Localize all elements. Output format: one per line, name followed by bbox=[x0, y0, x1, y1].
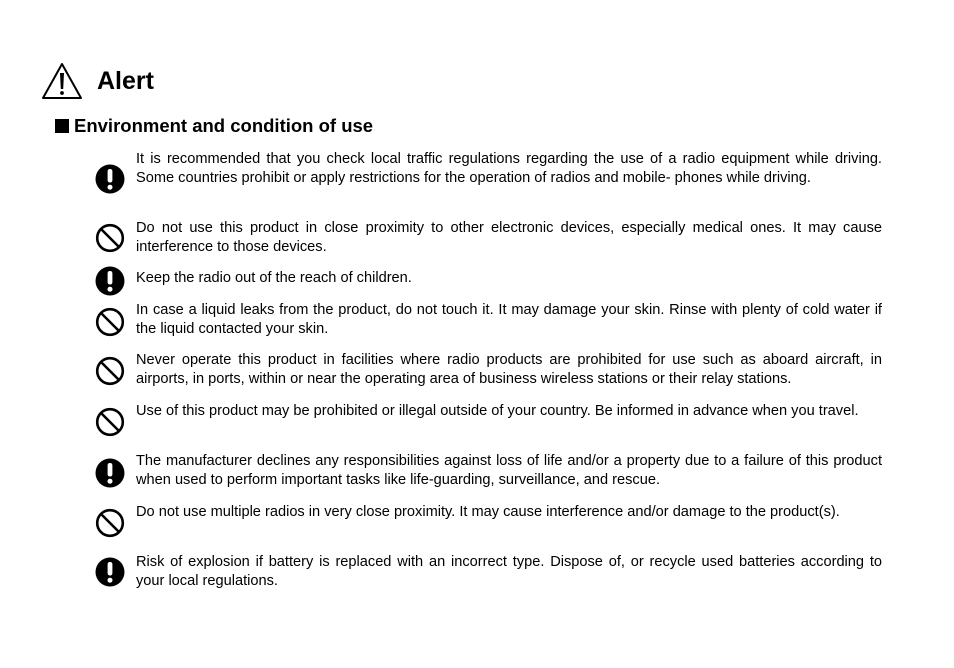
prohibited-icon bbox=[95, 356, 125, 386]
alert-header bbox=[41, 62, 154, 100]
exclamation-icon bbox=[95, 266, 125, 296]
item-text: Never operate this product in facilities where radio products are prohibited for use such as aboard aircraft, in airports, in ports, within or near the operating area of business wireless stations or their relay stations. bbox=[136, 352, 882, 387]
exclamation-icon bbox=[95, 164, 125, 194]
prohibited-icon bbox=[95, 508, 125, 538]
bullet-square-icon bbox=[55, 119, 69, 133]
list-item bbox=[95, 301, 882, 339]
item-text: Do not use this product in close proximity to other electronic devices, especially medical ones. It may cause interference to those devices. bbox=[136, 220, 882, 255]
list-item bbox=[95, 351, 882, 389]
warning-triangle-icon bbox=[41, 62, 83, 100]
list-item bbox=[95, 452, 882, 490]
section-title: Environment and condition of use bbox=[74, 115, 374, 136]
item-text: Keep the radio out of the reach of children. bbox=[136, 270, 412, 286]
item-text: The manufacturer declines any responsibilities against loss of life and/or a property due to a failure of this product when used to perform important tasks like life-guarding, surveillance, and rescue. bbox=[136, 453, 882, 488]
exclamation-icon bbox=[95, 557, 125, 587]
item-text: Risk of explosion if battery is replaced with an incorrect type. Dispose of, or recycle used batteries according to your local regulations. bbox=[136, 554, 882, 589]
prohibited-icon bbox=[95, 307, 125, 337]
list-item bbox=[95, 402, 882, 421]
list-item bbox=[95, 219, 882, 257]
item-text: It is recommended that you check local traffic regulations regarding the use of a radio equipment while driving. Some countries prohibit or apply restrictions for the operation of radios and mobile- phones while driving. bbox=[136, 151, 882, 186]
item-text: In case a liquid leaks from the product, do not touch it. It may damage your skin. Rinse with plenty of cold water if the liquid contacted your skin. bbox=[136, 302, 882, 337]
list-item bbox=[95, 503, 882, 522]
exclamation-icon bbox=[95, 458, 125, 488]
prohibited-icon bbox=[95, 407, 125, 437]
list-item bbox=[95, 269, 882, 288]
section-heading bbox=[55, 115, 373, 137]
list-item bbox=[95, 150, 882, 188]
page-title: Alert bbox=[97, 66, 154, 95]
item-text: Use of this product may be prohibited or illegal outside of your country. Be informed in advance when you travel. bbox=[136, 403, 859, 419]
prohibited-icon bbox=[95, 223, 125, 253]
item-text: Do not use multiple radios in very close proximity. It may cause interference and/or damage to the product(s). bbox=[136, 504, 840, 520]
list-item bbox=[95, 553, 882, 591]
